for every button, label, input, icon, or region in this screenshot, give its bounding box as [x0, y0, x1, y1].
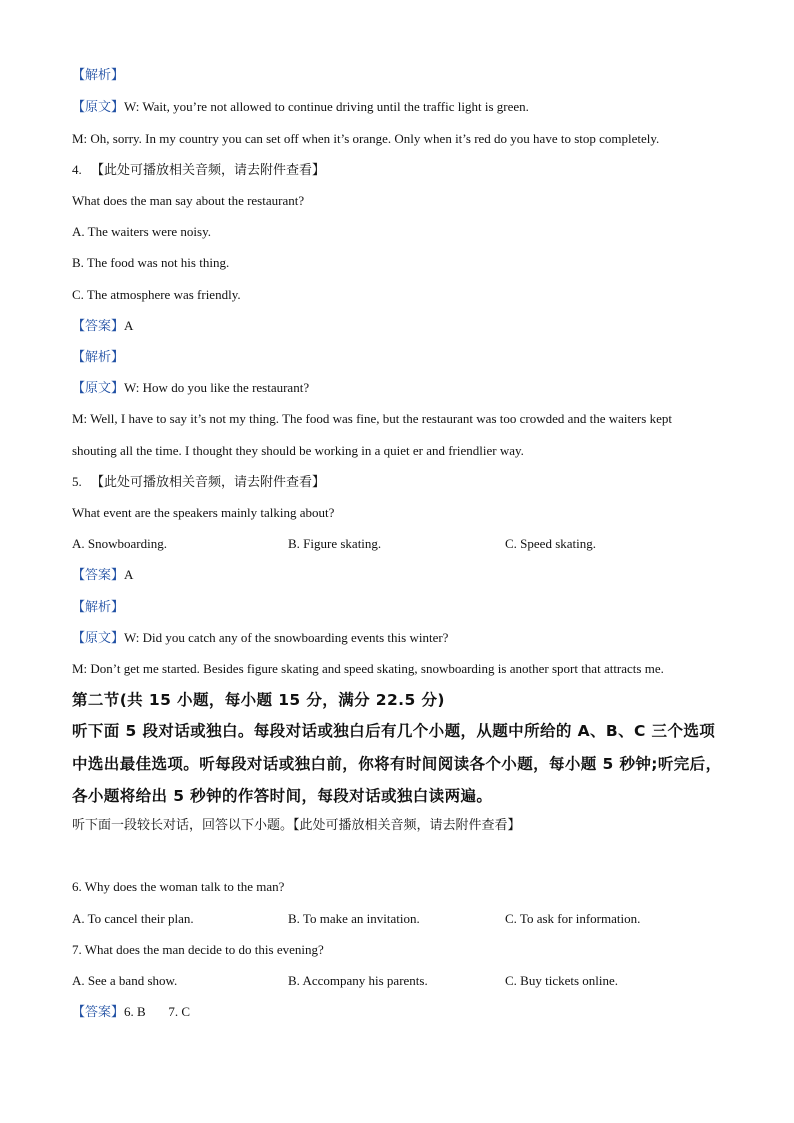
question-7-text: 7. What does the man decide to do this evening? — [72, 942, 324, 957]
question-4-answer — [72, 317, 133, 336]
question-5-answer — [72, 566, 133, 585]
section-instruction: 各小题将给出 5 秒钟的作答时间，每段对话或独白读两遍。 — [72, 787, 493, 805]
dialogue-line: shouting all the time. I thought they should be working in a quiet er and friendlier way. — [72, 443, 524, 458]
question-number: 4. — [72, 162, 82, 177]
question-7-option-b: B. Accompany his parents. — [288, 973, 428, 988]
original-text-line — [72, 98, 529, 117]
question-6-text: 6. Why does the woman talk to the man? — [72, 879, 285, 894]
question-5-option-b: B. Figure skating. — [288, 536, 382, 551]
section-instruction: 听下面 5 段对话或独白。每段对话或独白后有几个小题，从题中所给的 A、B、C 三个选项 — [72, 722, 716, 740]
answer-value: A — [124, 318, 134, 333]
dialogue-line: M: Well, I have to say it’s not my thing. The food was fine, but the restaurant was too crowded and the waiters kept — [72, 411, 672, 426]
analysis-label — [72, 66, 124, 85]
question-5-analysis — [72, 598, 124, 617]
audio-link[interactable]: 【此处可播放相关音频，请去附件查看】 — [91, 163, 326, 178]
analysis-tag: 【解析】 — [72, 68, 125, 83]
original-tag: 【原文】 — [72, 100, 125, 115]
answer-tag: 【答案】 — [72, 568, 125, 583]
question-5-option-c: C. Speed skating. — [505, 536, 596, 551]
question-4-original — [72, 379, 309, 398]
dialogue-line: M: Don’t get me started. Besides figure skating and speed skating, snowboarding is another sport that attracts me. — [72, 661, 664, 676]
question-5-original — [72, 629, 448, 648]
section-heading: 第二节(共 15 小题，每小题 15 分，满分 22.5 分) — [72, 691, 445, 709]
original-tag: 【原文】 — [72, 631, 125, 646]
original-text: W: Wait, you’re not allowed to continue driving until the traffic light is green. — [124, 99, 529, 114]
answers-6-7 — [72, 1003, 190, 1022]
question-6-option-a: A. To cancel their plan. — [72, 911, 194, 926]
question-4-header — [72, 161, 325, 180]
question-4-option-a: A. The waiters were noisy. — [72, 224, 211, 239]
question-7-option-a: A. See a band show. — [72, 973, 178, 988]
question-7-option-c: C. Buy tickets online. — [505, 973, 619, 988]
answer-tag: 【答案】 — [72, 1005, 125, 1020]
answer-tag: 【答案】 — [72, 319, 125, 334]
audio-link[interactable]: 【此处可播放相关音频，请去附件查看】 — [91, 475, 326, 490]
analysis-tag: 【解析】 — [72, 600, 125, 615]
question-5-text: What event are the speakers mainly talking about? — [72, 505, 335, 520]
original-text: W: How do you like the restaurant? — [124, 380, 310, 395]
question-number: 5. — [72, 474, 82, 489]
answer-value: A — [124, 567, 134, 582]
question-4-option-b: B. The food was not his thing. — [72, 255, 230, 270]
audio-instruction[interactable]: 听下面一段较长对话，回答以下小题。【此处可播放相关音频，请去附件查看】 — [72, 818, 521, 833]
dialogue-line: M: Oh, sorry. In my country you can set off when it’s orange. Only when it’s red do you have to stop completely. — [72, 131, 660, 146]
original-text: W: Did you catch any of the snowboarding events this winter? — [124, 630, 449, 645]
section-instruction: 中选出最佳选项。听每段对话或独白前，你将有时间阅读各个小题，每小题 5 秒钟;听完后， — [72, 755, 722, 773]
question-5-header — [72, 473, 325, 492]
question-4-text: What does the man say about the restaurant? — [72, 193, 305, 208]
question-4-analysis — [72, 348, 124, 367]
question-5-option-a: A. Snowboarding. — [72, 536, 167, 551]
question-6-option-b: B. To make an invitation. — [288, 911, 420, 926]
answer-value: 6. B 7. C — [124, 1004, 191, 1019]
question-4-option-c: C. The atmosphere was friendly. — [72, 287, 241, 302]
original-tag: 【原文】 — [72, 381, 125, 396]
analysis-tag: 【解析】 — [72, 350, 125, 365]
question-6-option-c: C. To ask for information. — [505, 911, 641, 926]
